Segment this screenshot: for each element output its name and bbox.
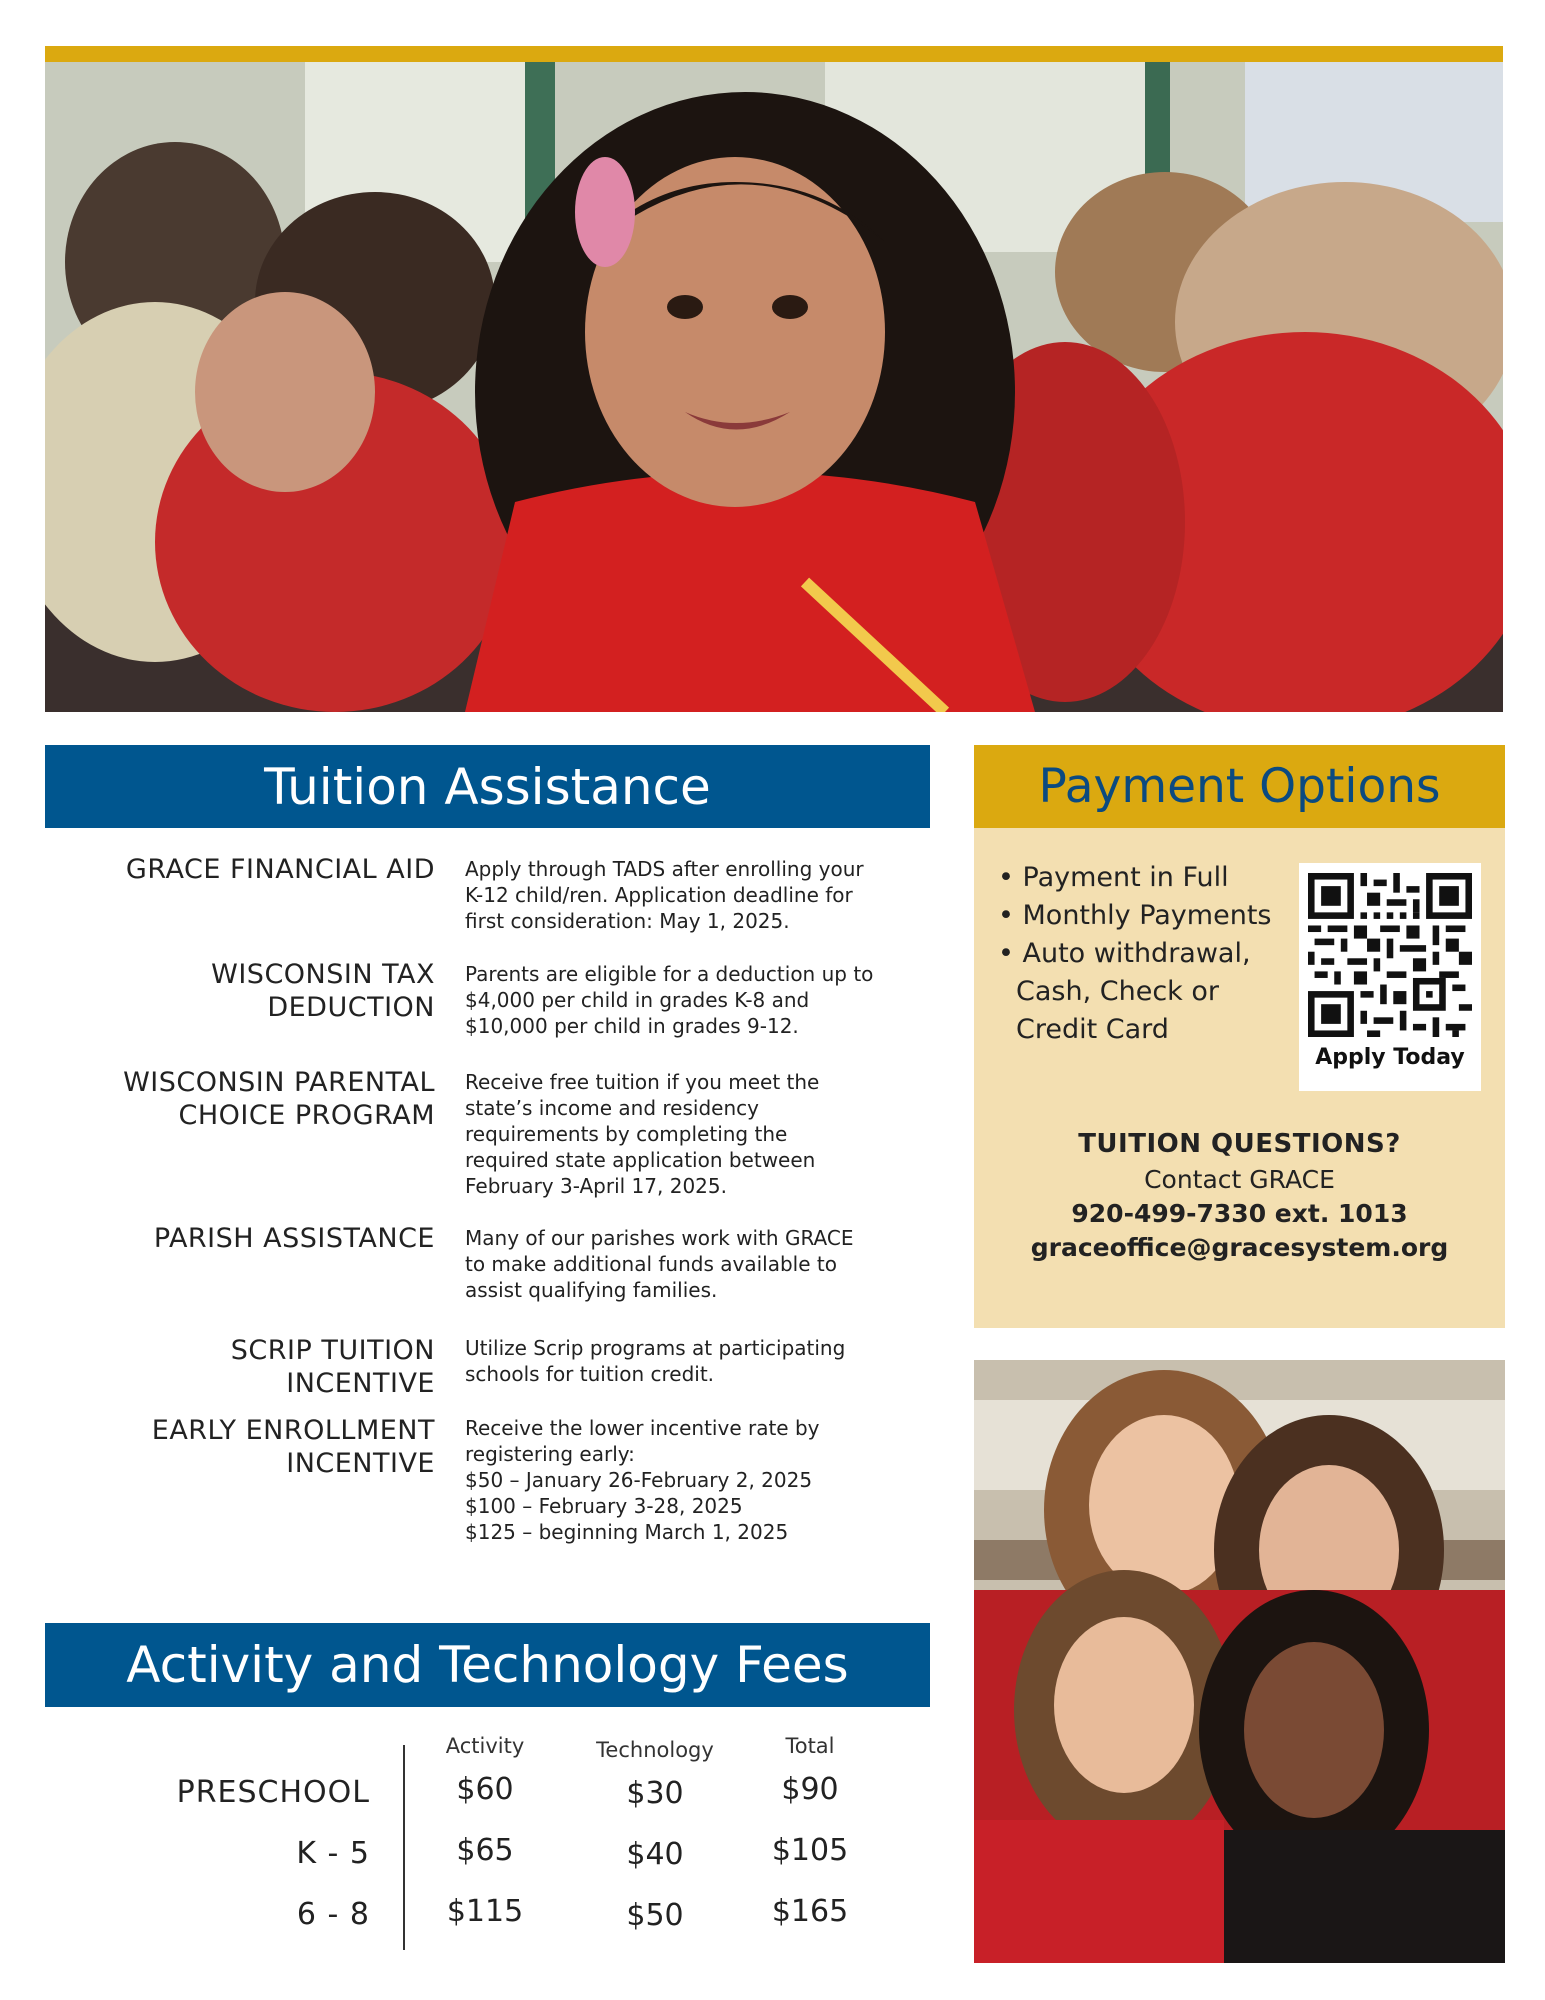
description-line: $4,000 per child in grades K-8 and [465, 988, 810, 1012]
tuition-contact [974, 1125, 1505, 1265]
description-line: Utilize Scrip programs at participating [465, 1336, 846, 1360]
apply-today-label[interactable]: Apply Today [1315, 1045, 1465, 1070]
assistance-label: WISCONSIN PARENTAL CHOICE PROGRAM [123, 1067, 435, 1131]
description-line: Receive free tuition if you meet the [465, 1070, 820, 1094]
payment-option-item: • Auto withdrawal, [998, 938, 1251, 969]
description-line: assist qualifying families. [465, 1278, 718, 1302]
assistance-label: PARISH ASSISTANCE [153, 1223, 435, 1254]
payment-options-heading: Payment Options [974, 745, 1505, 828]
assistance-description [465, 1225, 935, 1303]
description-line: registering early: [465, 1442, 635, 1466]
fee-grade: PRESCHOOL [176, 1775, 370, 1810]
assistance-description [465, 1335, 935, 1387]
fee-activity: $65 [456, 1833, 514, 1868]
description-line: to make additional funds available to [465, 1252, 837, 1276]
fee-column-header: Activity [445, 1734, 525, 1758]
contact-name: Contact GRACE [1144, 1165, 1335, 1194]
payment-option-item: • Payment in Full [998, 862, 1229, 893]
contact-phone[interactable]: 920-499-7330 ext. 1013 [1071, 1199, 1408, 1228]
assistance-label: WISCONSIN TAX DEDUCTION [211, 959, 435, 1023]
fee-activity: $115 [446, 1894, 524, 1929]
description-line: $125 – beginning March 1, 2025 [465, 1520, 789, 1544]
fee-column-header: Technology [596, 1738, 714, 1762]
payment-option-continuation: Credit Card [1016, 1014, 1169, 1045]
description-line: required state application between [465, 1148, 816, 1172]
description-line: Many of our parishes work with GRACE [465, 1226, 854, 1250]
assistance-description [465, 1069, 935, 1199]
description-line: schools for tuition credit. [465, 1362, 715, 1386]
description-line: $50 – January 26-February 2, 2025 [465, 1468, 813, 1492]
fee-total: $105 [771, 1833, 849, 1868]
hero-photo-student [45, 62, 1503, 712]
fee-grade: K - 5 [296, 1836, 370, 1871]
qr-code-icon[interactable] [1308, 873, 1472, 1037]
payment-option-item: • Monthly Payments [998, 900, 1272, 931]
description-line: requirements by completing the [465, 1122, 788, 1146]
fees-heading: Activity and Technology Fees [45, 1623, 930, 1707]
description-line: first consideration: May 1, 2025. [465, 909, 790, 933]
fee-total: $165 [771, 1894, 849, 1929]
fee-activity: $60 [456, 1772, 514, 1807]
fee-technology: $40 [626, 1837, 684, 1872]
payment-options-list [998, 859, 1271, 1049]
description-line: $10,000 per child in grades 9-12. [465, 1014, 799, 1038]
assistance-label: EARLY ENROLLMENT INCENTIVE [151, 1415, 435, 1479]
assistance-description [465, 1415, 935, 1545]
assistance-description [465, 856, 935, 934]
description-line: February 3-April 17, 2025. [465, 1174, 727, 1198]
description-line: Apply through TADS after enrolling your [465, 857, 864, 881]
tuition-assistance-heading: Tuition Assistance [45, 745, 930, 828]
fee-technology: $50 [626, 1898, 684, 1933]
fee-grade: 6 - 8 [296, 1897, 370, 1932]
assistance-label: SCRIP TUITION INCENTIVE [230, 1335, 435, 1399]
assistance-description [465, 961, 935, 1039]
fee-total: $90 [781, 1772, 839, 1807]
description-line: Receive the lower incentive rate by [465, 1416, 820, 1440]
assistance-label: GRACE FINANCIAL AID [125, 854, 435, 885]
top-gold-rule [45, 46, 1503, 62]
fee-column-header: Total [785, 1734, 835, 1758]
description-line: Parents are eligible for a deduction up to [465, 962, 874, 986]
contact-question: TUITION QUESTIONS? [1078, 1129, 1401, 1159]
fee-technology: $30 [626, 1776, 684, 1811]
payment-option-continuation: Cash, Check or [1016, 976, 1220, 1007]
description-line: $100 – February 3-28, 2025 [465, 1494, 743, 1518]
description-line: K-12 child/ren. Application deadline for [465, 883, 853, 907]
students-group-photo [974, 1360, 1505, 1963]
description-line: state’s income and residency [465, 1096, 759, 1120]
contact-email[interactable]: graceoffice@gracesystem.org [1030, 1233, 1449, 1262]
